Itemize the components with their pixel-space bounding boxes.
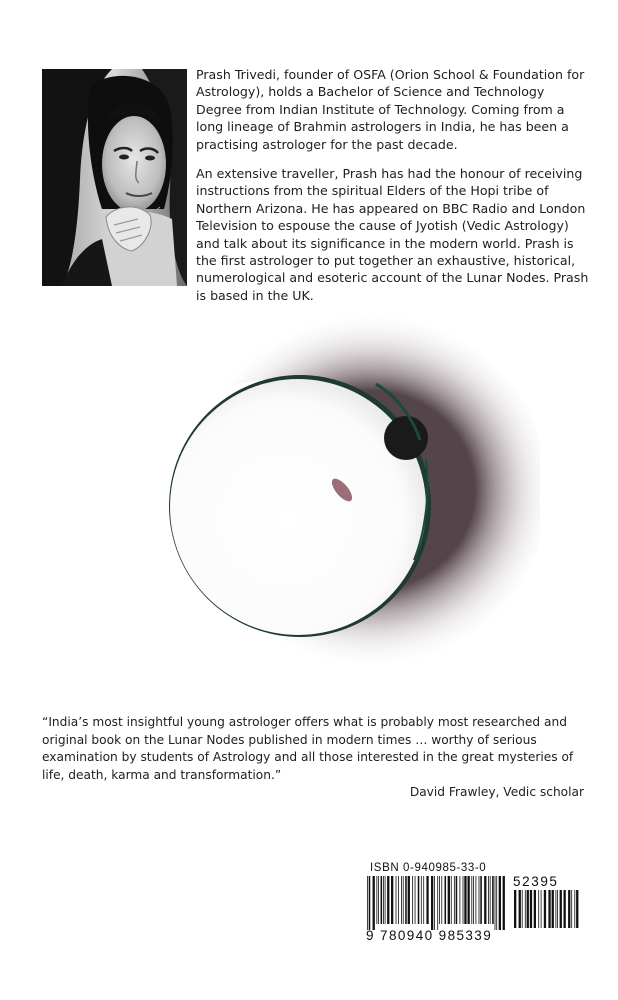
eclipse-image xyxy=(130,300,540,680)
barcode-bar xyxy=(464,876,466,924)
barcode-bar xyxy=(441,876,442,924)
barcode-bar xyxy=(527,890,529,928)
barcode-bar xyxy=(519,890,521,928)
eclipse-bead xyxy=(384,416,428,460)
barcode-bar xyxy=(503,876,505,930)
barcode-bar xyxy=(376,876,377,924)
barcode-bar xyxy=(421,876,422,924)
barcode-bar xyxy=(560,890,562,928)
barcode-bar xyxy=(418,876,420,924)
barcode-bar xyxy=(480,876,482,924)
barcode-bar xyxy=(522,890,523,928)
barcode-bar xyxy=(412,876,413,924)
barcode-bar xyxy=(499,876,501,930)
author-bio-paragraph-2: An extensive traveller, Prash has had the honour of receiving instructions from the spiritual Elders of the Hopi tribe of Northern Arizona. He has appeared on BBC Radio and London Television to espouse the cause of Jyotish (Vedic Astrology) and talk about its significance in the modern world. Prash is the first astrologer to put together an exhaustive, historical, numerological and esoteric account of the Lunar Nodes. Prash is based in the UK. xyxy=(196,166,589,303)
barcode-bar xyxy=(463,876,464,924)
barcode-bar xyxy=(496,876,497,930)
author-portrait-image xyxy=(42,69,187,286)
barcode-bar xyxy=(568,890,570,928)
barcode-bar xyxy=(396,876,397,924)
barcode-bar xyxy=(445,876,447,924)
barcode-bar xyxy=(373,876,375,930)
barcode-bar xyxy=(415,876,416,924)
barcode-bar xyxy=(495,876,496,930)
barcode-bar xyxy=(471,876,472,924)
barcode-bar xyxy=(460,876,461,924)
barcode-bar xyxy=(401,876,402,924)
barcode-bar xyxy=(403,876,404,924)
barcode-bar xyxy=(538,890,539,928)
barcode-bar xyxy=(576,890,578,928)
barcode-bar xyxy=(385,876,386,924)
barcode-bar xyxy=(541,890,542,928)
isbn-label: ISBN 0-940985-33-0 xyxy=(370,862,487,874)
barcode-bar xyxy=(544,890,546,928)
barcode-bar xyxy=(434,876,435,930)
barcode-bar xyxy=(492,876,494,924)
barcode-bar xyxy=(574,890,575,928)
barcode-bar xyxy=(490,876,491,924)
price-code: 52395 xyxy=(513,874,559,889)
barcode-bar xyxy=(426,876,428,924)
barcode-bar xyxy=(367,876,368,930)
barcode-bar xyxy=(534,890,536,928)
barcode-bar xyxy=(468,876,470,924)
barcode-bar xyxy=(437,876,438,930)
barcode-bar xyxy=(369,876,371,930)
barcode-bar xyxy=(557,890,558,928)
barcode-bar xyxy=(387,876,389,924)
author-bio-paragraph-1: Prash Trivedi, founder of OSFA (Orion School & Foundation for Astrology), holds a Bachelor of Science and Technology Degree from Indian Institute of Technology. Coming from a long lineage of Brahmin astrologers in India, he has been a practising astrologer for the past decade. xyxy=(196,67,585,152)
barcode-bar xyxy=(479,876,480,924)
endorsement-quote: “India’s most insightful young astrologer offers what is probably most researched and original book on the Lunar Nodes published in modern times … worthy of serious examination by students of Astrology and all those interested in the great mysteries of life, death, karma and transformation.” xyxy=(42,715,574,782)
barcode-bar xyxy=(484,876,486,924)
barcode-bar xyxy=(423,876,424,924)
barcode-bar xyxy=(488,876,489,924)
barcode-bar xyxy=(556,890,557,928)
barcode-bar xyxy=(514,890,516,928)
author-photo xyxy=(42,69,187,286)
barcode-bar xyxy=(431,876,433,930)
barcode-bar xyxy=(454,876,455,924)
barcode-bar xyxy=(398,876,399,924)
endorsement-attribution: David Frawley, Vedic scholar xyxy=(409,785,584,799)
barcode-bar xyxy=(473,876,474,924)
barcode-bar xyxy=(530,890,532,928)
barcode-bar xyxy=(408,876,410,924)
barcode-bar xyxy=(448,876,450,924)
barcode-bar xyxy=(476,876,477,924)
barcode xyxy=(366,862,586,944)
barcode-bar xyxy=(525,890,526,928)
barcode-bar xyxy=(552,890,554,928)
barcode-bar xyxy=(548,890,550,928)
barcode-bar xyxy=(391,876,393,924)
barcode-bar xyxy=(456,876,458,924)
ean-digits: 9 780940 985339 xyxy=(366,928,493,943)
price-barcode xyxy=(513,890,581,934)
barcode-bar xyxy=(381,876,383,924)
eclipse-illustration xyxy=(130,300,540,680)
ean-barcode xyxy=(366,876,506,930)
barcode-bar xyxy=(451,876,452,924)
barcode-bar xyxy=(405,876,407,924)
barcode-bar xyxy=(571,890,572,928)
barcode-bar xyxy=(564,890,566,928)
barcode-bar xyxy=(378,876,379,924)
barcode-bar xyxy=(439,876,440,924)
author-bio xyxy=(196,66,592,316)
barcode-bar xyxy=(383,876,384,924)
